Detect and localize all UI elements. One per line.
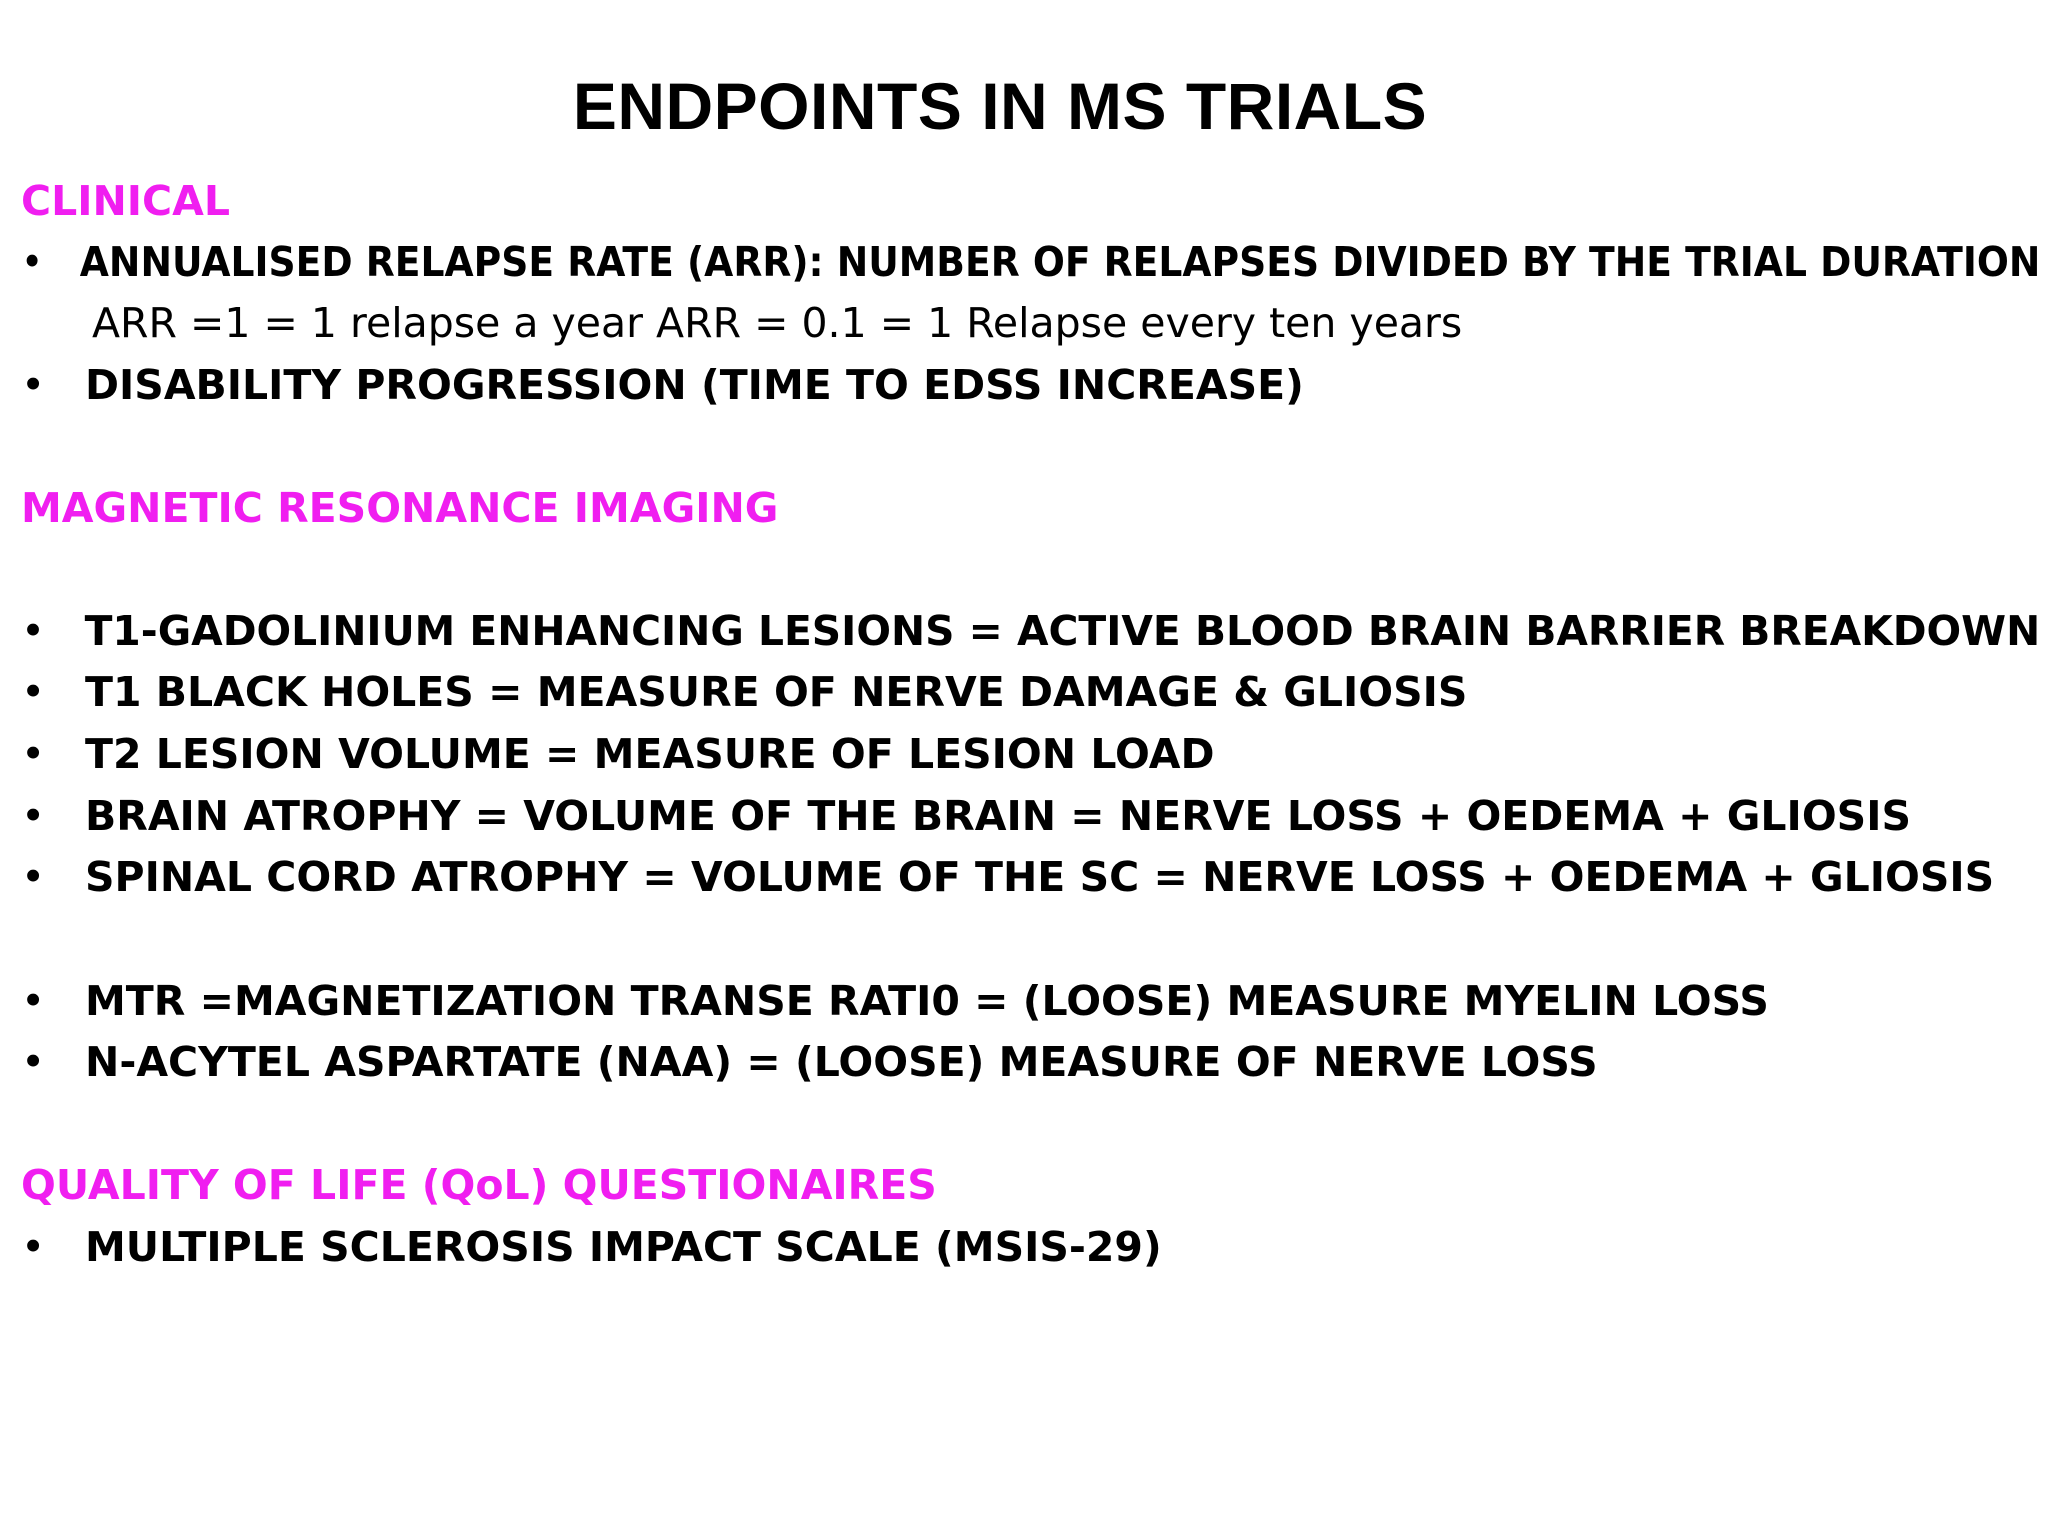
bullet-icon: •	[21, 607, 46, 655]
bullet-icon: •	[21, 668, 46, 716]
bullet-item	[21, 231, 2040, 293]
slide-title: ENDPOINTS IN MS TRIALS	[572, 69, 1428, 143]
bullet-icon: •	[21, 361, 46, 409]
bullet-note: ARR =1 = 1 relapse a year ARR = 0.1 = 1 Relapse every ten years	[92, 299, 1463, 347]
bullet-text: MULTIPLE SCLEROSIS IMPACT SCALE (MSIS-29)	[85, 1223, 1162, 1271]
bullet-icon: •	[21, 1038, 46, 1086]
bullet-text: T1-GADOLINIUM ENHANCING LESIONS = ACTIVE BLOOD BRAIN BARRIER BREAKDOWN	[84, 607, 2041, 655]
bullet-item	[21, 1031, 1598, 1093]
bullet-item	[21, 846, 1994, 908]
bullet-text: BRAIN ATROPHY = VOLUME OF THE BRAIN = NERVE LOSS + OEDEMA + GLIOSIS	[85, 792, 1911, 840]
bullet-text: N-ACYTEL ASPARTATE (NAA) = (LOOSE) MEASURE OF NERVE LOSS	[85, 1038, 1598, 1086]
bullet-icon: •	[21, 977, 46, 1025]
bullet-icon: •	[21, 730, 46, 778]
bullet-item	[21, 600, 2040, 662]
bullet-icon: •	[21, 853, 46, 901]
section-heading-qol: QUALITY OF LIFE (QoL) QUESTIONAIRES	[21, 1161, 937, 1209]
bullet-icon: •	[21, 792, 46, 840]
bullet-text: ANNUALISED RELAPSE RATE (ARR): NUMBER OF RELAPSES DIVIDED BY THE TRIAL DURATION	[79, 238, 2041, 286]
bullet-text: DISABILITY PROGRESSION (TIME TO EDSS INCREASE)	[85, 361, 1304, 409]
section-heading-mri: MAGNETIC RESONANCE IMAGING	[21, 484, 779, 532]
bullet-icon: •	[21, 238, 44, 286]
bullet-text: SPINAL CORD ATROPHY = VOLUME OF THE SC = NERVE LOSS + OEDEMA + GLIOSIS	[85, 853, 1995, 901]
bullet-item	[21, 723, 1215, 785]
bullet-text: T1 BLACK HOLES = MEASURE OF NERVE DAMAGE & GLIOSIS	[85, 668, 1468, 716]
bullet-item	[21, 970, 1769, 1032]
bullet-text: MTR =MAGNETIZATION TRANSE RATI0 = (LOOSE) MEASURE MYELIN LOSS	[85, 977, 1769, 1025]
bullet-icon: •	[21, 1223, 46, 1271]
bullet-item	[21, 1216, 1162, 1278]
bullet-item	[21, 661, 1467, 723]
bullet-item	[21, 354, 1304, 416]
bullet-text: T2 LESION VOLUME = MEASURE OF LESION LOAD	[85, 730, 1215, 778]
section-heading-clinical: CLINICAL	[21, 177, 230, 225]
bullet-item	[21, 785, 1911, 847]
